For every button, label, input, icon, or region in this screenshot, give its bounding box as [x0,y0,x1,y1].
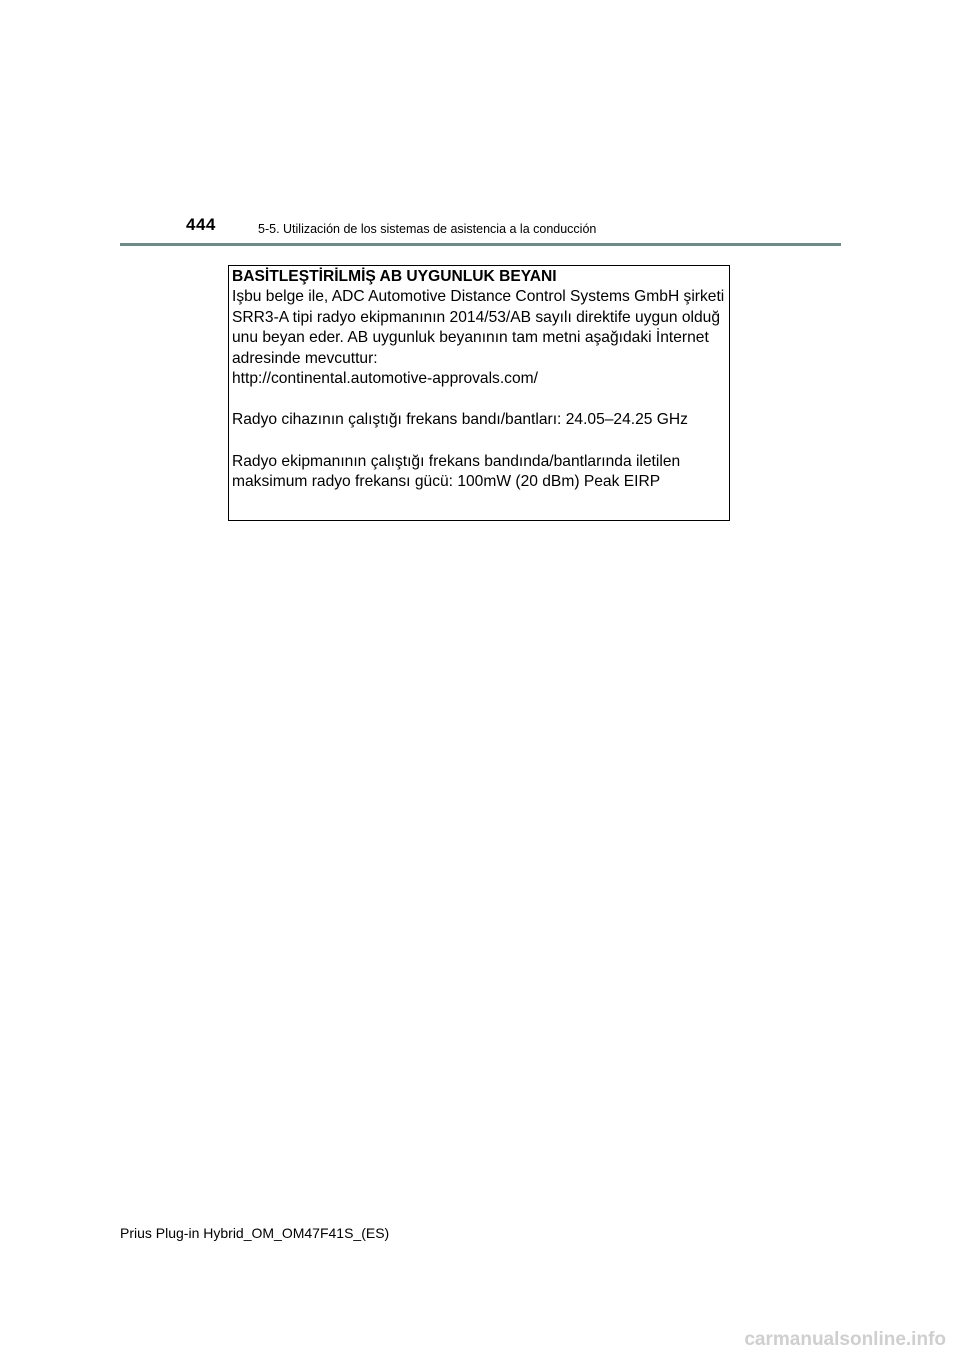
frequency-band-line: Radyo cihazının çalıştığı frekans bandı/bantları: 24.05–24.25 GHz [232,411,688,429]
declaration-title: BASİTLEŞTİRİLMİŞ AB UYGUNLUK BEYANI [232,268,557,285]
declaration-line: SRR3-A tipi radyo ekipmanının 2014/53/AB sayılı direktife uygun olduğ [232,308,721,326]
page-number: 444 [186,215,216,234]
header-rule [120,243,841,246]
declaration-line: Işbu belge ile, ADC Automotive Distance Control Systems GmbH şirketi [232,288,725,306]
power-line: Radyo ekipmanının çalıştığı frekans bandında/bantlarında iletilen [232,452,681,470]
declaration-line: adresinde mevcuttur: [232,349,378,367]
footer-document-id: Prius Plug-in Hybrid_OM_OM47F41S_(ES) [120,1225,390,1241]
declaration-line: unu beyan eder. AB uygunluk beyanının tam metni aşağıdaki İnternet [232,329,709,347]
paragraph-gap [232,389,729,410]
power-line: maksimum radyo frekansı gücü: 100mW (20 dBm) Peak EIRP [232,473,661,491]
declaration-url: http://continental.automotive-approvals.com/ [232,370,538,388]
watermark: carmanualsonline.info [744,1329,946,1350]
paragraph-gap [232,431,729,452]
section-title: 5-5. Utilización de los sistemas de asistencia a la conducción [258,222,597,236]
declaration-box [228,265,730,521]
